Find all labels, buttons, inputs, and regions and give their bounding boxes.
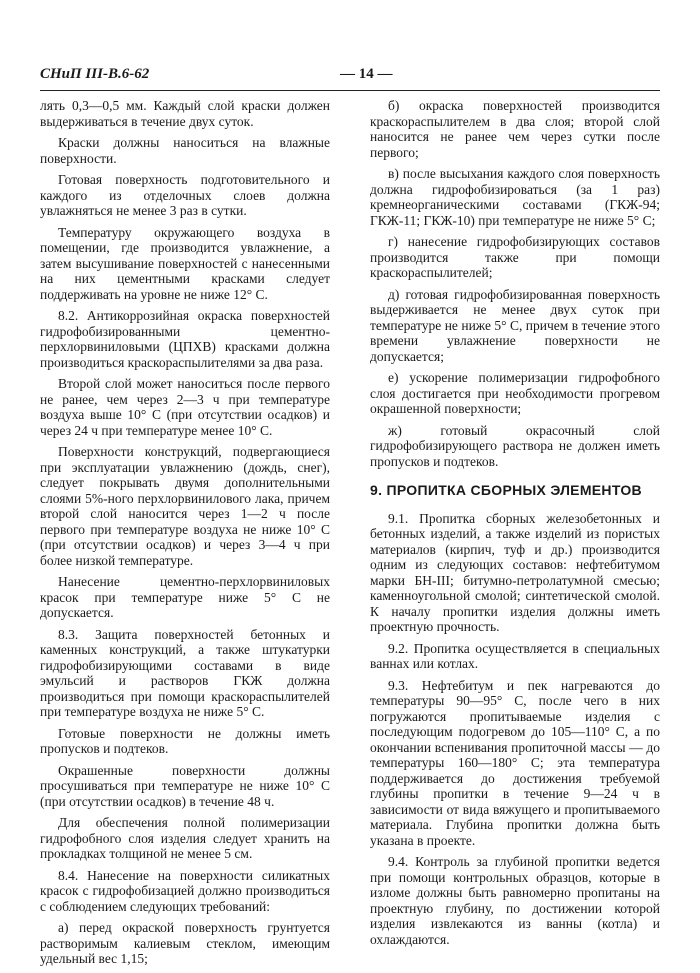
paragraph: Краски должны наноситься на влажные поверхности.: [40, 135, 330, 166]
paragraph: 9.3. Нефтебитум и пек нагреваются до температуры 90—95° С, после чего в них погружаются пропитываемые изделия с последующим подогревом до 105—110° С, а по окончании вспенивания пропиточной массы — до температуры 160—180° С; эта температура поддерживается до достижения требуемой глубины пропитки в течение 9—24 ч в зависимости от вида вяжущего и пропитываемого материала. Глубина пропитки должна быть указана в проекте.: [370, 677, 660, 848]
page-header: [40, 66, 660, 88]
list-item: в) после высыхания каждого слоя поверхность должна гидрофобизироваться (за 1 раз) кремнеорганическими составами (ГКЖ-94; ГКЖ-11; ГКЖ-10) при температуре не ниже 5° С;: [370, 166, 660, 228]
paragraph: 9.1. Пропитка сборных железобетонных и бетонных изделий, а также изделий из пористых материалов (кирпич, туф и др.) производится одним из следующих составов: нефтебитумом марки БН-III; битумно-петролатумной смесью; каменноугольной смолой; синтетической смолой. К началу пропитки изделия должны иметь проектную прочность.: [370, 510, 660, 634]
paragraph: Окрашенные поверхности должны просушиваться при температуре не ниже 10° С (при отсутствии осадков) в течение 48 ч.: [40, 762, 330, 809]
list-item: б) окраска поверхностей производится краскораспылителем в два слоя; второй слой наносится не ранее чем через сутки после первого;: [370, 98, 660, 160]
paragraph: Готовая поверхность подготовительного и каждого из отделочных слоев должна увлажняться не менее 3 раз в сутки.: [40, 172, 330, 218]
paragraph: Второй слой может наноситься после первого не ранее, чем через 2—3 ч при температуре воздуха выше 10° С (при отсутствии осадков) и через 24 ч при температуре менее 10° С.: [40, 376, 330, 438]
right-column: [370, 98, 660, 953]
list-item: г) нанесение гидрофобизирующих составов производится также при помощи краскораспылителей;: [370, 234, 660, 280]
paragraph: Нанесение цементно-перхлорвиниловых красок при температуре ниже 5° С не допускается.: [40, 574, 330, 620]
paragraph: Поверхности конструкций, подвергающиеся при эксплуатации увлажнению (дождь, снег), следует покрывать двумя дополнительными слоями 5%-ного перхлорвинилового лака, причем второй слой наносится через 1—2 ч после первого при температуре воздуха не ниже 10° С (при отсутствии осадков) и через 3—4 ч при более низкой температуре.: [40, 444, 330, 568]
list-item: е) ускорение полимеризации гидрофобного слоя достигается при необходимости прогревом окрашенной поверхности;: [370, 370, 660, 416]
section-title: 9. ПРОПИТКА СБОРНЫХ ЭЛЕМЕНТОВ: [370, 482, 642, 498]
page-number: — 14 —: [340, 66, 393, 82]
paragraph: 8.3. Защита поверхностей бетонных и каменных конструкций, а также штукатурки гидрофобизирующими составами в виде эмульсий и растворов ГКЖ должна производиться при помощи краскораспылителей при температуре воздуха не ниже 5° С.: [40, 626, 330, 719]
paragraph: а) перед окраской поверхность грунтуется растворимым калиевым стеклом, имеющим удельный вес 1,15;: [40, 920, 330, 966]
list-item: д) готовая гидрофобизированная поверхность выдерживается не менее двух суток при температуре не ниже 5° С, причем в течение этого времени увлажнение поверхности не допускается;: [370, 286, 660, 364]
document-code: СНиП III-В.6-62: [40, 66, 150, 82]
paragraph: Для обеспечения полной полимеризации гидрофобного слоя изделия следует хранить на прокладках толщиной не менее 5 см.: [40, 815, 330, 861]
paragraph: лять 0,3—0,5 мм. Каждый слой краски должен выдерживаться в течение двух суток.: [40, 98, 330, 129]
paragraph: 8.4. Нанесение на поверхности силикатных красок с гидрофобизацией должно производиться с соблюдением следующих требований:: [40, 867, 330, 914]
paragraph: Готовые поверхности не должны иметь пропусков и подтеков.: [40, 725, 330, 756]
left-column: [40, 98, 330, 973]
paragraph: Температуру окружающего воздуха в помещении, где производится увлажнение, а затем высушивание поверхностей с нанесенными на них цементными красками следует поддерживать на уровне не ниже 12° С.: [40, 224, 330, 302]
header-rule: [40, 90, 660, 91]
paragraph: 8.2. Антикоррозийная окраска поверхностей гидрофобизированными цементно-перхлорвиниловыми (ЦПХВ) красками должна производиться краскораспылителями за два раза.: [40, 308, 330, 370]
paragraph: 9.2. Пропитка осуществляется в специальных ваннах или котлах.: [370, 640, 660, 671]
paragraph: 9.4. Контроль за глубиной пропитки ведется при помощи контрольных образцов, которые в изломе должны быть равномерно пропитаны на проектную глубину, по достижении которой изделия извлекаются из ванны (котла) и охлаждаются.: [370, 854, 660, 947]
list-item: ж) готовый окрасочный слой гидрофобизирующего раствора не должен иметь пропусков и подтеков.: [370, 422, 660, 469]
